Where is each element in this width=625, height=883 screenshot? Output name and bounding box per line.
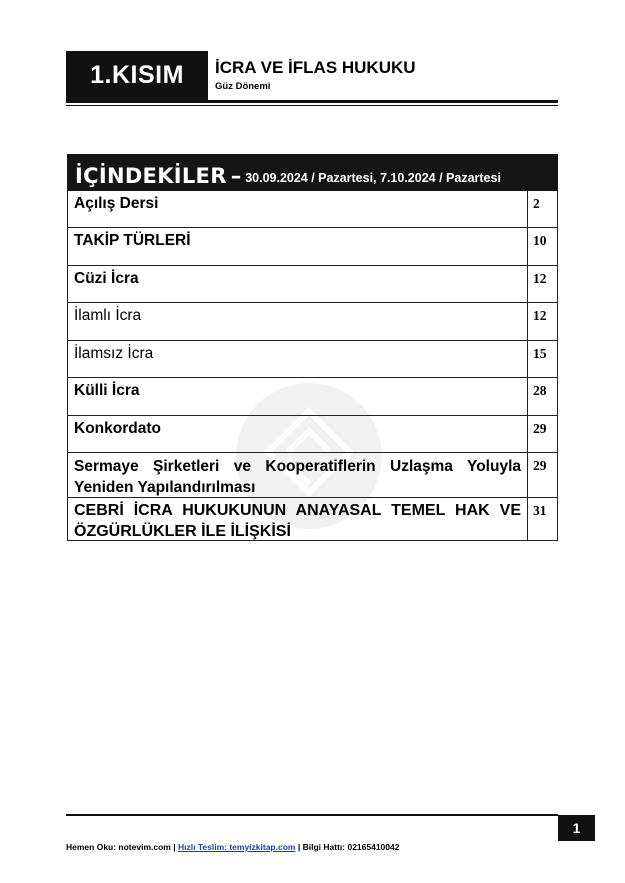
toc-entry-page: 10 xyxy=(527,228,557,265)
section-label-box xyxy=(66,51,208,100)
toc-entry-title[interactable]: Külli İcra xyxy=(74,382,140,399)
document-title: İCRA VE İFLAS HUKUKU xyxy=(215,58,416,77)
footer-links xyxy=(66,842,399,852)
toc-entry-page: 15 xyxy=(527,341,557,377)
toc-row[interactable] xyxy=(67,341,558,378)
table-of-contents xyxy=(67,154,558,541)
footer-read-label: Hemen Oku: notevim.com xyxy=(66,842,171,852)
page-number-box xyxy=(558,815,595,841)
toc-entry-title[interactable]: İlamlı İcra xyxy=(74,307,142,324)
footer-delivery-link[interactable]: Hızlı Teslim: temyizkitap.com xyxy=(178,842,296,852)
header-rule-thin xyxy=(66,105,558,106)
toc-entry-title[interactable]: CEBRİ İCRA HUKUKUNUN ANAYASAL TEMEL HAK VE ÖZGÜRLÜKLER İLE İLİŞKİSİ xyxy=(74,502,521,540)
toc-entry-title[interactable]: TAKİP TÜRLERİ xyxy=(74,232,191,249)
toc-row[interactable] xyxy=(67,191,558,228)
toc-entry-page: 29 xyxy=(527,453,557,497)
toc-entry-page: 28 xyxy=(527,378,557,415)
toc-header xyxy=(67,154,558,191)
toc-row[interactable] xyxy=(67,453,558,498)
footer-rule xyxy=(66,814,558,816)
toc-row[interactable] xyxy=(67,303,558,341)
toc-heading-dash: – xyxy=(230,164,242,188)
toc-row[interactable] xyxy=(67,266,558,303)
toc-row[interactable] xyxy=(67,228,558,266)
footer-separator: | xyxy=(173,842,176,852)
footer-separator: | xyxy=(297,842,301,852)
toc-entry-title[interactable]: İlamsız İcra xyxy=(74,345,154,362)
toc-entry-title[interactable]: Sermaye Şirketleri ve Kooperatiflerin Uzlaşma Yoluyla Yeniden Yapılandırılması xyxy=(74,458,521,496)
toc-dates: 30.09.2024 / Pazartesi, 7.10.2024 / Pazartesi xyxy=(245,171,501,185)
page-number: 1 xyxy=(572,820,581,836)
document-subtitle: Güz Dönemi xyxy=(215,81,271,92)
toc-row[interactable] xyxy=(67,378,558,416)
toc-entry-page: 29 xyxy=(527,416,557,452)
toc-row[interactable] xyxy=(67,416,558,453)
toc-entry-title[interactable]: Konkordato xyxy=(74,420,161,437)
footer-hotline: Bilgi Hattı: 02165410042 xyxy=(302,842,400,852)
toc-entry-page: 31 xyxy=(527,498,557,540)
toc-row[interactable] xyxy=(67,498,558,541)
toc-entry-title[interactable]: Cüzi İcra xyxy=(74,270,139,287)
toc-entry-title[interactable]: Açılış Dersi xyxy=(74,195,159,212)
toc-entry-page: 2 xyxy=(527,191,557,227)
header-rule-thick xyxy=(66,100,558,103)
toc-heading: İÇİNDEKİLER xyxy=(75,164,227,188)
toc-entry-page: 12 xyxy=(527,266,557,302)
section-label: 1.KISIM xyxy=(90,61,184,89)
toc-entry-page: 12 xyxy=(527,303,557,340)
